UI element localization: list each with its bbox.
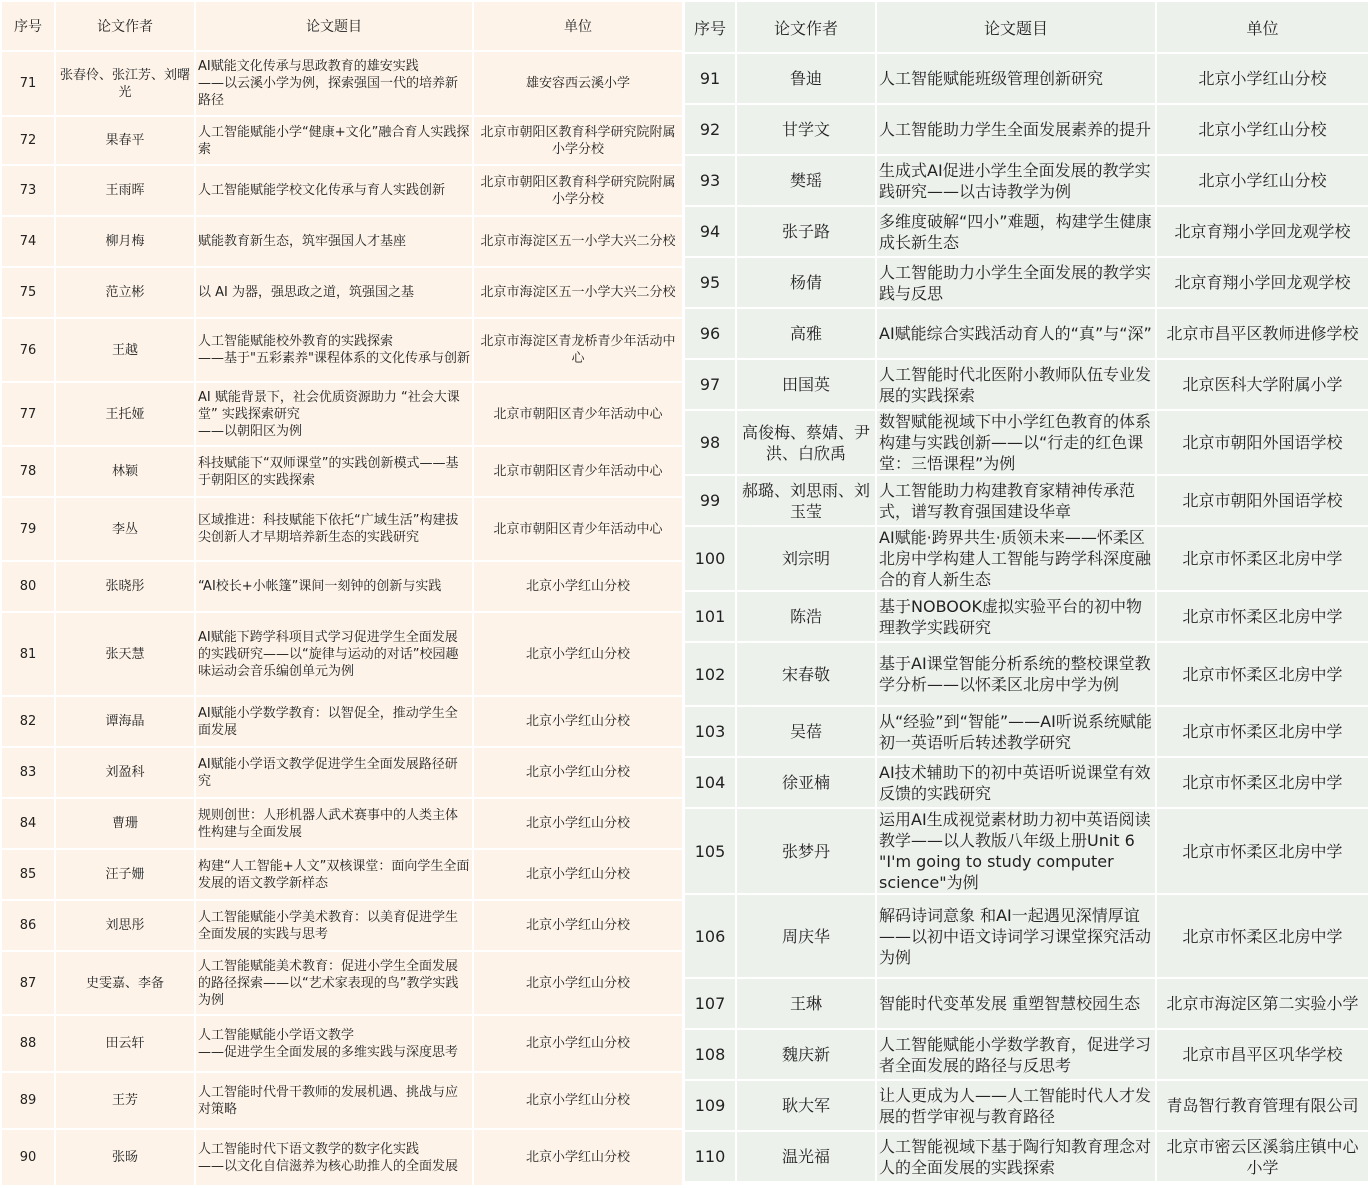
- header-author: 论文作者: [55, 1, 195, 51]
- header-unit: 单位: [1156, 1, 1368, 53]
- cell-no: 91: [684, 53, 736, 104]
- cell-title: 人工智能助力构建教育家精神传承范式，谱写教育强国建设华章: [876, 475, 1156, 526]
- cell-unit: 北京市昌平区巩华学校: [1156, 1029, 1368, 1080]
- cell-no: 109: [684, 1080, 736, 1131]
- paper-list-table-right: [683, 0, 1368, 1183]
- cell-unit: 北京市朝阳区青少年活动中心: [473, 446, 683, 497]
- table-row: [684, 642, 1368, 706]
- cell-no: 106: [684, 894, 736, 978]
- table-row: [684, 53, 1368, 104]
- cell-no: 87: [1, 951, 55, 1015]
- cell-title: 人工智能赋能校外教育的实践探索 ——基于"五彩素养"课程体系的文化传承与创新: [195, 318, 473, 382]
- table-row: [684, 706, 1368, 757]
- cell-author: 甘学文: [736, 104, 876, 155]
- cell-author: 温光福: [736, 1131, 876, 1182]
- cell-unit: 北京市朝阳区教育科学研究院附属小学分校: [473, 116, 683, 165]
- cell-no: 77: [1, 382, 55, 446]
- cell-title: 解码诗词意象 和AI一起遇见深情厚谊 ——以初中语文诗词学习课堂探究活动为例: [876, 894, 1156, 978]
- cell-no: 72: [1, 116, 55, 165]
- table-row: [1, 446, 683, 497]
- table-row: [1, 951, 683, 1015]
- header-row: [1, 1, 683, 51]
- cell-title: 从“经验”到“智能”——AI听说系统赋能初一英语听后转述教学研究: [876, 706, 1156, 757]
- cell-no: 84: [1, 798, 55, 849]
- cell-no: 86: [1, 900, 55, 951]
- cell-author: 樊瑶: [736, 155, 876, 206]
- header-title: 论文题目: [876, 1, 1156, 53]
- cell-unit: 北京小学红山分校: [1156, 155, 1368, 206]
- cell-no: 102: [684, 642, 736, 706]
- table-row: [1, 318, 683, 382]
- cell-author: 徐亚楠: [736, 757, 876, 808]
- cell-title: 规则创世：人形机器人武术赛事中的人类主体性构建与全面发展: [195, 798, 473, 849]
- table-row: [684, 475, 1368, 526]
- cell-unit: 北京小学红山分校: [473, 1015, 683, 1072]
- paper-list-table-left: [0, 0, 684, 1187]
- cell-unit: 北京小学红山分校: [1156, 104, 1368, 155]
- cell-no: 99: [684, 475, 736, 526]
- table-row: [684, 526, 1368, 591]
- cell-no: 78: [1, 446, 55, 497]
- cell-unit: 北京市密云区溪翁庄镇中心小学: [1156, 1131, 1368, 1182]
- table-row: [1, 497, 683, 561]
- cell-no: 92: [684, 104, 736, 155]
- cell-title: 人工智能赋能班级管理创新研究: [876, 53, 1156, 104]
- cell-author: 魏庆新: [736, 1029, 876, 1080]
- cell-author: 曹珊: [55, 798, 195, 849]
- table-row: [684, 894, 1368, 978]
- cell-no: 110: [684, 1131, 736, 1182]
- cell-title: 人工智能赋能美术教育：促进小学生全面发展的路径探索——以“艺术家表现的鸟”教学实践为例: [195, 951, 473, 1015]
- cell-title: 人工智能赋能小学数学教育，促进学习者全面发展的路径与反思考: [876, 1029, 1156, 1080]
- cell-no: 81: [1, 612, 55, 696]
- cell-title: 人工智能赋能小学“健康+文化”融合育人实践探索: [195, 116, 473, 165]
- cell-no: 71: [1, 51, 55, 116]
- cell-unit: 北京市怀柔区北房中学: [1156, 757, 1368, 808]
- cell-title: 构建“人工智能+人文”双核课堂：面向学生全面发展的语文教学新样态: [195, 849, 473, 900]
- cell-author: 张旸: [55, 1129, 195, 1186]
- cell-title: 人工智能赋能小学语文教学 ——促进学生全面发展的多维实践与深度思考: [195, 1015, 473, 1072]
- cell-unit: 北京市海淀区五一小学大兴二分校: [473, 267, 683, 318]
- cell-no: 101: [684, 591, 736, 642]
- header-title: 论文题目: [195, 1, 473, 51]
- cell-title: 以 AI 为器，强思政之道，筑强国之基: [195, 267, 473, 318]
- cell-author: 高俊梅、蔡婧、尹洪、白欣禹: [736, 410, 876, 475]
- table-row: [684, 1029, 1368, 1080]
- cell-title: “AI校长+小帐篷”课间一刻钟的创新与实践: [195, 561, 473, 612]
- cell-title: 人工智能时代下语文教学的数字化实践 ——以文化自信滋养为核心助推人的全面发展: [195, 1129, 473, 1186]
- cell-title: 智能时代变革发展 重塑智慧校园生态: [876, 978, 1156, 1029]
- cell-author: 范立彬: [55, 267, 195, 318]
- cell-title: 人工智能助力小学生全面发展的教学实践与反思: [876, 257, 1156, 308]
- cell-title: AI赋能小学数学教育：以智促全，推动学生全面发展: [195, 696, 473, 747]
- cell-no: 73: [1, 165, 55, 216]
- cell-title: 赋能教育新生态，筑牢强国人才基座: [195, 216, 473, 267]
- cell-author: 陈浩: [736, 591, 876, 642]
- cell-author: 耿大军: [736, 1080, 876, 1131]
- cell-title: 生成式AI促进小学生全面发展的教学实践研究——以古诗教学为例: [876, 155, 1156, 206]
- cell-unit: 北京市海淀区第二实验小学: [1156, 978, 1368, 1029]
- table-row: [684, 1131, 1368, 1182]
- cell-author: 张晓彤: [55, 561, 195, 612]
- cell-no: 80: [1, 561, 55, 612]
- cell-unit: 北京市怀柔区北房中学: [1156, 706, 1368, 757]
- cell-title: 让人更成为人——人工智能时代人才发展的哲学审视与教育路径: [876, 1080, 1156, 1131]
- cell-author: 刘宗明: [736, 526, 876, 591]
- cell-unit: 北京市朝阳区青少年活动中心: [473, 382, 683, 446]
- cell-no: 83: [1, 747, 55, 798]
- cell-author: 杨倩: [736, 257, 876, 308]
- cell-title: 人工智能视域下基于陶行知教育理念对人的全面发展的实践探索: [876, 1131, 1156, 1182]
- header-author: 论文作者: [736, 1, 876, 53]
- cell-title: AI赋能·跨界共生·质领未来——怀柔区北房中学构建人工智能与跨学科深度融合的育人新生态: [876, 526, 1156, 591]
- table-row: [1, 1072, 683, 1129]
- cell-no: 93: [684, 155, 736, 206]
- table-row: [684, 155, 1368, 206]
- cell-unit: 北京小学红山分校: [1156, 53, 1368, 104]
- table-row: [684, 308, 1368, 359]
- table-row: [1, 1015, 683, 1072]
- table-row: [1, 267, 683, 318]
- cell-author: 吴蓓: [736, 706, 876, 757]
- table-row: [1, 561, 683, 612]
- cell-author: 高雅: [736, 308, 876, 359]
- cell-no: 79: [1, 497, 55, 561]
- header-no: 序号: [1, 1, 55, 51]
- cell-author: 王芳: [55, 1072, 195, 1129]
- cell-author: 史雯嘉、李备: [55, 951, 195, 1015]
- table-row: [1, 849, 683, 900]
- cell-no: 108: [684, 1029, 736, 1080]
- cell-no: 88: [1, 1015, 55, 1072]
- cell-no: 75: [1, 267, 55, 318]
- cell-title: 科技赋能下“双师课堂”的实践创新模式——基于朝阳区的实践探索: [195, 446, 473, 497]
- cell-title: 运用AI生成视觉素材助力初中英语阅读教学——以人教版八年级上册Unit 6 "I'm going to study computer science"为例: [876, 808, 1156, 894]
- cell-unit: 北京小学红山分校: [473, 900, 683, 951]
- cell-unit: 北京小学红山分校: [473, 696, 683, 747]
- cell-unit: 北京小学红山分校: [473, 561, 683, 612]
- table-row: [1, 382, 683, 446]
- table-row: [1, 216, 683, 267]
- cell-author: 林颖: [55, 446, 195, 497]
- cell-title: AI赋能小学语文教学促进学生全面发展路径研究: [195, 747, 473, 798]
- table-row: [684, 104, 1368, 155]
- table-row: [684, 359, 1368, 410]
- cell-no: 82: [1, 696, 55, 747]
- cell-title: AI赋能综合实践活动育人的“真”与“深”: [876, 308, 1156, 359]
- cell-no: 94: [684, 206, 736, 257]
- cell-unit: 北京医科大学附属小学: [1156, 359, 1368, 410]
- cell-author: 王琳: [736, 978, 876, 1029]
- cell-title: 人工智能赋能学校文化传承与育人实践创新: [195, 165, 473, 216]
- cell-title: 多维度破解“四小”难题，构建学生健康成长新生态: [876, 206, 1156, 257]
- cell-unit: 北京市昌平区教师进修学校: [1156, 308, 1368, 359]
- cell-author: 张春伶、张江芳、刘曙光: [55, 51, 195, 116]
- cell-author: 张天慧: [55, 612, 195, 696]
- cell-author: 李丛: [55, 497, 195, 561]
- cell-unit: 北京市朝阳外国语学校: [1156, 410, 1368, 475]
- cell-unit: 北京小学红山分校: [473, 951, 683, 1015]
- cell-author: 鲁迪: [736, 53, 876, 104]
- cell-title: 人工智能时代北医附小教师队伍专业发展的实践探索: [876, 359, 1156, 410]
- cell-author: 田云轩: [55, 1015, 195, 1072]
- cell-unit: 雄安容西云溪小学: [473, 51, 683, 116]
- cell-unit: 北京市朝阳区教育科学研究院附属小学分校: [473, 165, 683, 216]
- table-row: [1, 165, 683, 216]
- cell-unit: 北京小学红山分校: [473, 747, 683, 798]
- table-row: [684, 978, 1368, 1029]
- header-unit: 单位: [473, 1, 683, 51]
- cell-author: 郝璐、刘思雨、刘玉莹: [736, 475, 876, 526]
- cell-unit: 北京市朝阳外国语学校: [1156, 475, 1368, 526]
- cell-author: 柳月梅: [55, 216, 195, 267]
- table-row: [684, 591, 1368, 642]
- cell-unit: 北京小学红山分校: [473, 612, 683, 696]
- header-row: [684, 1, 1368, 53]
- cell-title: AI赋能文化传承与思政教育的雄安实践 ——以云溪小学为例，探索强国一代的培养新路径: [195, 51, 473, 116]
- cell-author: 王雨晖: [55, 165, 195, 216]
- table-row: [684, 257, 1368, 308]
- cell-unit: 北京小学红山分校: [473, 1129, 683, 1186]
- cell-no: 98: [684, 410, 736, 475]
- cell-author: 果春平: [55, 116, 195, 165]
- cell-author: 周庆华: [736, 894, 876, 978]
- table-row: [684, 410, 1368, 475]
- cell-unit: 北京小学红山分校: [473, 849, 683, 900]
- cell-author: 田国英: [736, 359, 876, 410]
- table-row: [1, 116, 683, 165]
- cell-no: 96: [684, 308, 736, 359]
- table-row: [1, 51, 683, 116]
- cell-title: 人工智能助力学生全面发展素养的提升: [876, 104, 1156, 155]
- table-row: [684, 1080, 1368, 1131]
- cell-unit: 北京育翔小学回龙观学校: [1156, 257, 1368, 308]
- table-row: [684, 808, 1368, 894]
- cell-unit: 北京市海淀区青龙桥青少年活动中心: [473, 318, 683, 382]
- table-row: [1, 900, 683, 951]
- cell-no: 107: [684, 978, 736, 1029]
- table-row: [1, 1129, 683, 1186]
- cell-no: 103: [684, 706, 736, 757]
- cell-author: 刘思彤: [55, 900, 195, 951]
- cell-title: 区域推进：科技赋能下依托“广域生活”构建拔尖创新人才早期培养新生态的实践研究: [195, 497, 473, 561]
- cell-author: 刘盈科: [55, 747, 195, 798]
- table-row: [1, 696, 683, 747]
- cell-unit: 北京市怀柔区北房中学: [1156, 526, 1368, 591]
- cell-no: 90: [1, 1129, 55, 1186]
- cell-unit: 北京市怀柔区北房中学: [1156, 642, 1368, 706]
- cell-no: 76: [1, 318, 55, 382]
- cell-unit: 青岛智行教育管理有限公司: [1156, 1080, 1368, 1131]
- cell-no: 100: [684, 526, 736, 591]
- cell-title: AI 赋能背景下，社会优质资源助力 “社会大课堂” 实践探索研究 ——以朝阳区为例: [195, 382, 473, 446]
- cell-unit: 北京市怀柔区北房中学: [1156, 808, 1368, 894]
- cell-title: 数智赋能视域下中小学红色教育的体系构建与实践创新——以“行走的红色课堂：三悟课程”为例: [876, 410, 1156, 475]
- cell-no: 74: [1, 216, 55, 267]
- header-no: 序号: [684, 1, 736, 53]
- cell-title: 基于AI课堂智能分析系统的整校课堂教学分析——以怀柔区北房中学为例: [876, 642, 1156, 706]
- cell-author: 王托娅: [55, 382, 195, 446]
- cell-author: 宋春敬: [736, 642, 876, 706]
- cell-no: 105: [684, 808, 736, 894]
- cell-no: 95: [684, 257, 736, 308]
- cell-title: 基于NOBOOK虚拟实验平台的初中物理教学实践研究: [876, 591, 1156, 642]
- cell-author: 张子路: [736, 206, 876, 257]
- cell-unit: 北京市怀柔区北房中学: [1156, 894, 1368, 978]
- cell-unit: 北京小学红山分校: [473, 798, 683, 849]
- table-row: [684, 757, 1368, 808]
- cell-no: 85: [1, 849, 55, 900]
- cell-title: 人工智能时代骨干教师的发展机遇、挑战与应对策略: [195, 1072, 473, 1129]
- table-row: [1, 798, 683, 849]
- cell-title: AI赋能下跨学科项目式学习促进学生全面发展的实践研究——以“旋律与运动的对话”校园趣味运动会音乐编创单元为例: [195, 612, 473, 696]
- table-row: [1, 612, 683, 696]
- cell-title: 人工智能赋能小学美术教育：以美育促进学生全面发展的实践与思考: [195, 900, 473, 951]
- cell-no: 97: [684, 359, 736, 410]
- cell-unit: 北京市怀柔区北房中学: [1156, 591, 1368, 642]
- cell-unit: 北京小学红山分校: [473, 1072, 683, 1129]
- cell-author: 汪子姗: [55, 849, 195, 900]
- cell-title: AI技术辅助下的初中英语听说课堂有效反馈的实践研究: [876, 757, 1156, 808]
- table-row: [1, 747, 683, 798]
- cell-author: 张梦丹: [736, 808, 876, 894]
- cell-author: 谭海晶: [55, 696, 195, 747]
- cell-no: 104: [684, 757, 736, 808]
- cell-author: 王越: [55, 318, 195, 382]
- cell-unit: 北京市海淀区五一小学大兴二分校: [473, 216, 683, 267]
- table-row: [684, 206, 1368, 257]
- cell-no: 89: [1, 1072, 55, 1129]
- cell-unit: 北京育翔小学回龙观学校: [1156, 206, 1368, 257]
- cell-unit: 北京市朝阳区青少年活动中心: [473, 497, 683, 561]
